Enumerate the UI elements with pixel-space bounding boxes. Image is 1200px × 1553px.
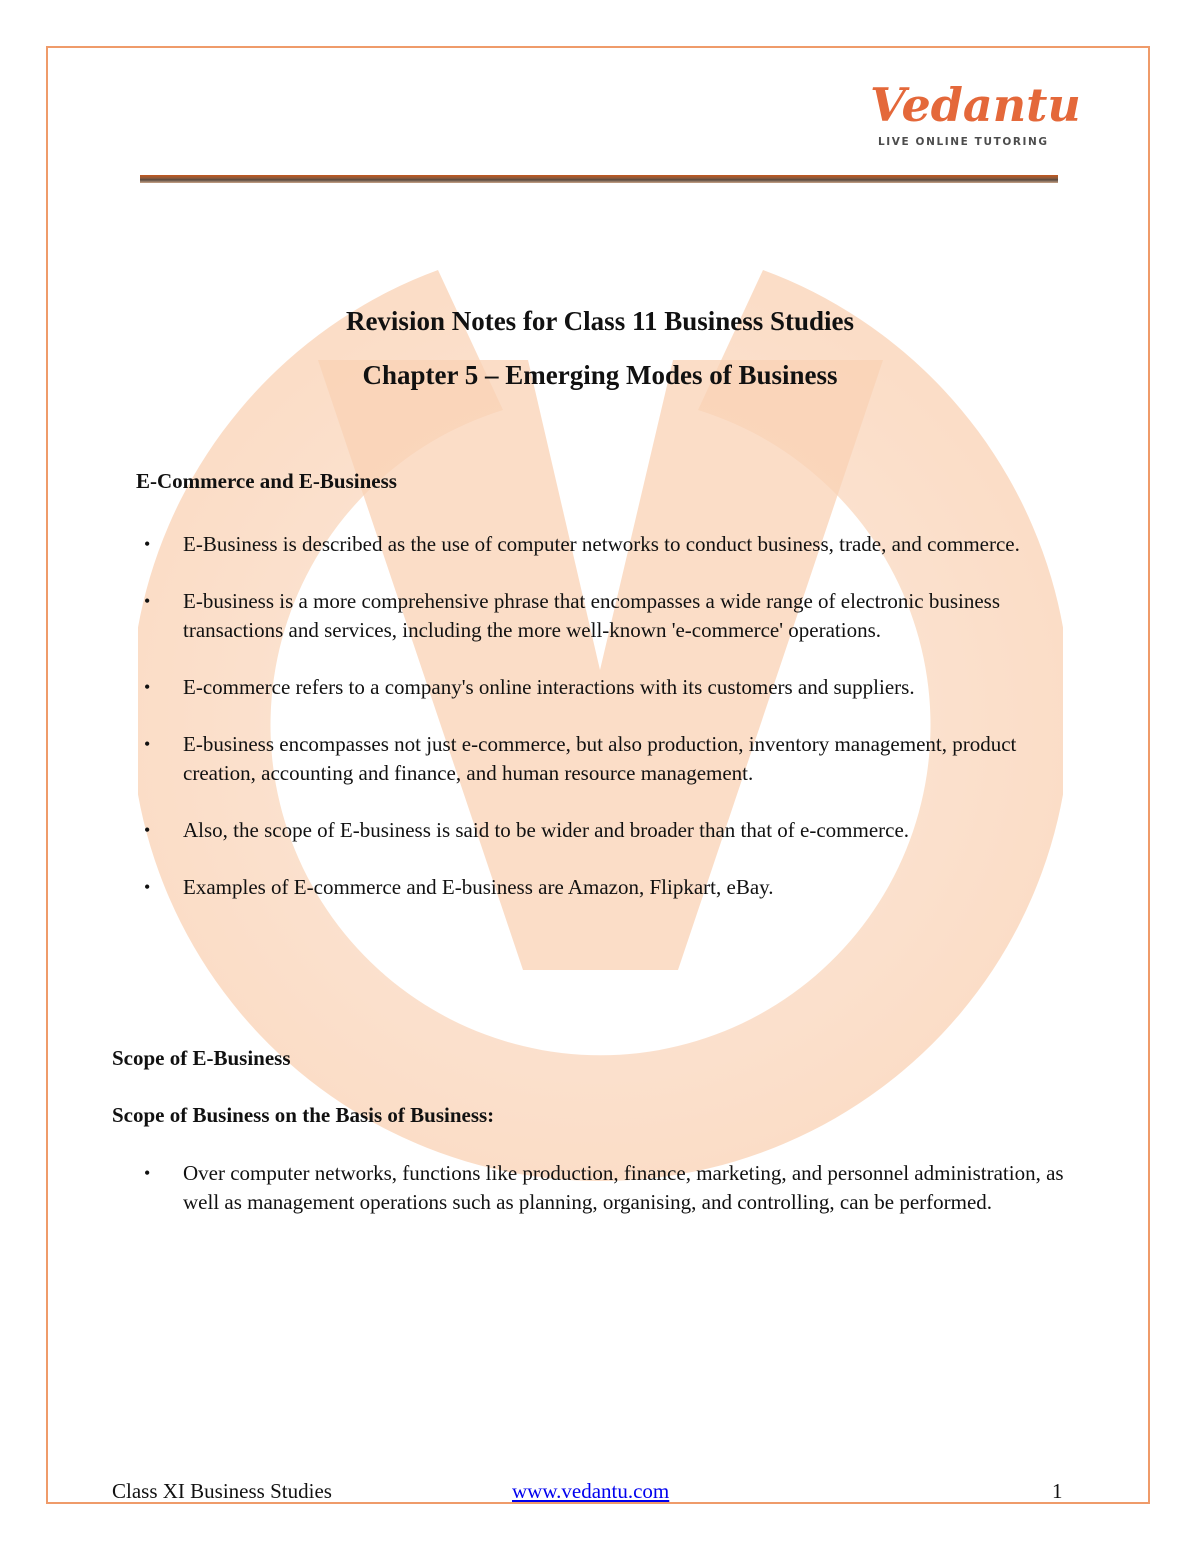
chapter-title: Chapter 5 – Emerging Modes of Business (362, 360, 838, 390)
section-heading-ecommerce: E-Commerce and E-Business (136, 469, 397, 493)
list-item: • E-business is a more comprehensive phrase that encompasses a wide range of electronic business transactions and services, including the more well-known 'e-commerce' operations. (142, 587, 1072, 645)
list-item: • Examples of E-commerce and E-business are Amazon, Flipkart, eBay. (142, 873, 1072, 902)
logo-tagline: LIVE ONLINE TUTORING (878, 136, 1049, 148)
footer-class-label: Class XI Business Studies (112, 1479, 332, 1503)
list-item: • E-commerce refers to a company's online interactions with its customers and suppliers. (142, 673, 1072, 702)
section-subheading-scope: Scope of Business on the Basis of Business: (112, 1103, 495, 1127)
scope-bullet-list (142, 1159, 1072, 1245)
page-number: 1 (1052, 1479, 1063, 1503)
ecommerce-bullet-list (142, 530, 1072, 930)
list-item: • Also, the scope of E-business is said to be wider and broader than that of e-commerce. (142, 816, 1072, 845)
list-item: • E-Business is described as the use of computer networks to conduct business, trade, and commerce. (142, 530, 1072, 559)
footer-website-link[interactable]: www.vedantu.com (512, 1479, 670, 1503)
section-heading-scope: Scope of E-Business (112, 1046, 291, 1070)
list-item: • E-business encompasses not just e-commerce, but also production, inventory management, product creation, accounting and finance, and human resource management. (142, 730, 1072, 788)
list-item: • Over computer networks, functions like production, finance, marketing, and personnel administration, as well as management operations such as planning, organising, and controlling, can be performed. (142, 1159, 1072, 1217)
logo-wordmark: Vedantu (870, 78, 1081, 132)
page-title: Revision Notes for Class 11 Business Studies (345, 306, 855, 336)
